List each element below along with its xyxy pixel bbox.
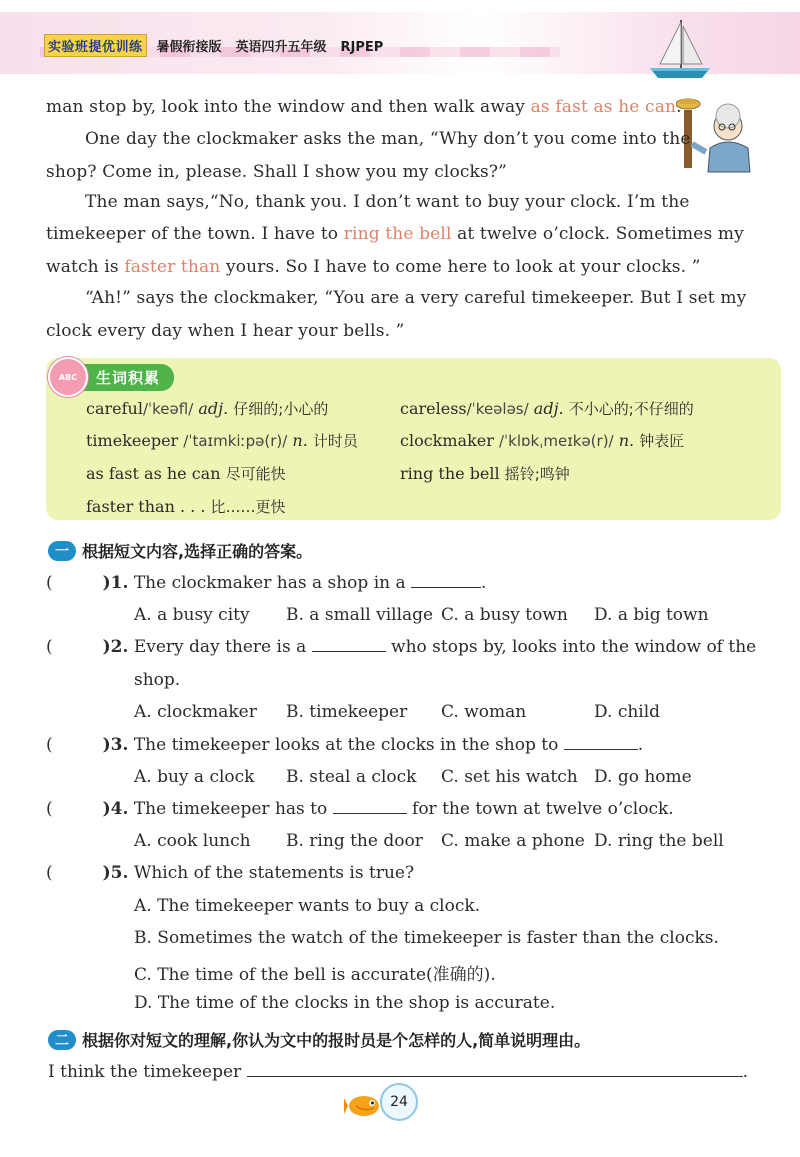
vocab-phonetic: /ˈtaɪmkiːpə(r)/ [183, 432, 288, 450]
vocab-item [400, 398, 694, 419]
answer-paren[interactable]: ( [46, 735, 53, 755]
answer-line [48, 1062, 748, 1082]
grade-label: 英语四升五年级 [235, 40, 327, 55]
vocab-word: careful [86, 399, 143, 418]
vocab-meaning: 仔细的;小心的 [233, 400, 329, 418]
question-number: )3. [102, 735, 129, 755]
passage-text: watch is [46, 257, 125, 277]
vocab-pos: n. [292, 431, 308, 450]
section-instruction: 根据短文内容,选择正确的答案。 [82, 542, 313, 561]
vocab-pos: adj. [198, 399, 229, 418]
section-number-badge: 二 [48, 1030, 76, 1050]
answer-blank[interactable] [411, 573, 481, 588]
page-header [44, 34, 383, 57]
passage-line-6 [46, 259, 701, 276]
question-text: for the town at twelve o’clock. [406, 799, 674, 819]
option: D. child [594, 702, 661, 722]
passage-text: . [676, 97, 682, 117]
vocab-item [86, 496, 286, 517]
passage-text: at twelve o’clock. Sometimes my [451, 224, 744, 244]
answer-paren[interactable]: ( [46, 637, 53, 657]
vocab-pos: adj. [533, 399, 564, 418]
vocab-word: ring the bell [400, 464, 500, 483]
option: A. clockmaker [134, 702, 257, 722]
vocab-word: clockmaker [400, 431, 499, 450]
passage-line-2: One day the clockmaker asks the man, “Why don’t you come into the [85, 129, 691, 149]
vocab-meaning: 尽可能快 [225, 465, 286, 483]
option: C. The time of the bell is accurate(准确的). [134, 965, 496, 985]
option: B. timekeeper [286, 702, 408, 722]
vocab-item [86, 430, 358, 451]
question-text: . [481, 573, 487, 593]
passage-line-4: The man says,“No, thank you. I don’t want to buy your clock. I’m the [85, 192, 690, 212]
question-text: Which of the statements is true? [133, 863, 415, 883]
section-instruction: 根据你对短文的理解,你认为文中的报时员是个怎样的人,简单说明理由。 [82, 1031, 591, 1050]
vocab-heading: 生词积累 [80, 364, 174, 391]
code-label: RJPEP [340, 40, 384, 55]
vocab-word: faster than . . . [86, 497, 206, 516]
option: D. ring the bell [594, 831, 724, 851]
passage-line-1 [46, 99, 682, 116]
option: A. a busy city [134, 605, 250, 625]
question-text: who stops by, looks into the window of the [385, 637, 757, 657]
section-1-title [48, 539, 312, 562]
passage-line-3: shop? Come in, please. Shall I show you my clocks?” [46, 162, 507, 182]
page-number: 24 [380, 1083, 418, 1121]
answer-blank[interactable] [564, 735, 638, 750]
option: B. a small village [286, 605, 434, 625]
question-number: )2. [102, 637, 129, 657]
passage-text: man stop by, look into the window and then walk away [46, 97, 531, 117]
vocab-title [48, 364, 174, 390]
question-1 [46, 573, 486, 593]
question-3 [46, 735, 643, 755]
option: D. a big town [594, 605, 709, 625]
highlight-phrase: ring the bell [343, 224, 452, 244]
option: C. woman [441, 702, 527, 722]
question-5 [46, 863, 414, 883]
answer-blank[interactable] [333, 799, 407, 814]
question-text: . [637, 735, 644, 755]
answer-paren[interactable]: ( [46, 863, 53, 883]
option: D. The time of the clocks in the shop is accurate. [134, 993, 556, 1013]
vocab-item [400, 463, 570, 484]
passage-line-5 [46, 226, 744, 243]
option: C. make a phone [441, 831, 585, 851]
answer-paren[interactable]: ( [46, 799, 53, 819]
section-2-title [48, 1028, 590, 1051]
passage-text: yours. So I have to come here to look at your clocks. ” [220, 257, 701, 277]
vocab-pos: n. [618, 431, 635, 450]
period: . [742, 1062, 748, 1082]
answer-paren[interactable]: ( [46, 573, 53, 593]
passage-line-8: clock every day when I hear your bells. ” [46, 321, 405, 341]
vocab-word: timekeeper [86, 431, 184, 450]
question-2-cont: shop. [134, 670, 181, 690]
vocab-meaning: 钟表匠 [639, 432, 685, 450]
vocab-phonetic: /ˈklɒkˌmeɪkə(r)/ [498, 432, 614, 450]
vocab-word: as fast as he can [86, 464, 221, 483]
vocab-meaning: 不小心的;不仔细的 [568, 400, 694, 418]
answer-blank[interactable] [247, 1062, 743, 1077]
question-4 [46, 799, 674, 819]
section-number-badge: 一 [48, 541, 76, 561]
edition-label: 暑假衔接版 [156, 40, 222, 55]
question-number: )5. [102, 863, 129, 883]
passage-text: timekeeper of the town. I have to [46, 224, 344, 244]
vocab-item [86, 398, 328, 419]
option: A. cook lunch [134, 831, 251, 851]
vocab-item [400, 430, 684, 451]
fish-icon [344, 1088, 384, 1122]
sailboat-icon [644, 16, 714, 82]
option: C. set his watch [441, 767, 578, 787]
prompt-text: I think the timekeeper [48, 1062, 242, 1082]
option: B. Sometimes the watch of the timekeeper is faster than the clocks. [134, 928, 719, 948]
option: C. a busy town [441, 605, 568, 625]
vocab-phonetic: /ˈkeəfl/ [142, 400, 194, 418]
passage-line-7: “Ah!” says the clockmaker, “You are a very careful timekeeper. But I set my [85, 288, 747, 308]
option: B. steal a clock [286, 767, 417, 787]
vocab-meaning: 摇铃;鸣钟 [504, 465, 570, 483]
question-text: Every day there is a [133, 637, 312, 657]
question-2 [46, 637, 756, 657]
vocab-phonetic: /ˈkeələs/ [466, 400, 529, 418]
question-number: )1. [102, 573, 129, 593]
vocab-item [86, 463, 286, 484]
series-logo: 实验班提优训练 [44, 34, 147, 57]
badge-text: ABC [58, 372, 78, 382]
vocab-meaning: 比……更快 [210, 498, 286, 516]
answer-blank[interactable] [312, 637, 386, 652]
question-number: )4. [102, 799, 129, 819]
vocab-word: careless [400, 399, 467, 418]
vocab-meaning: 计时员 [312, 432, 358, 450]
highlight-phrase: as fast as he can [530, 97, 677, 117]
highlight-phrase: faster than [124, 257, 221, 277]
option: B. ring the door [286, 831, 423, 851]
option: D. go home [594, 767, 692, 787]
question-text: The timekeeper has to [133, 799, 333, 819]
option: A. buy a clock [134, 767, 255, 787]
option: A. The timekeeper wants to buy a clock. [134, 896, 481, 916]
piggy-bank-icon [48, 357, 88, 397]
question-text: The clockmaker has a shop in a [133, 573, 412, 593]
question-text: The timekeeper looks at the clocks in the shop to [133, 735, 564, 755]
